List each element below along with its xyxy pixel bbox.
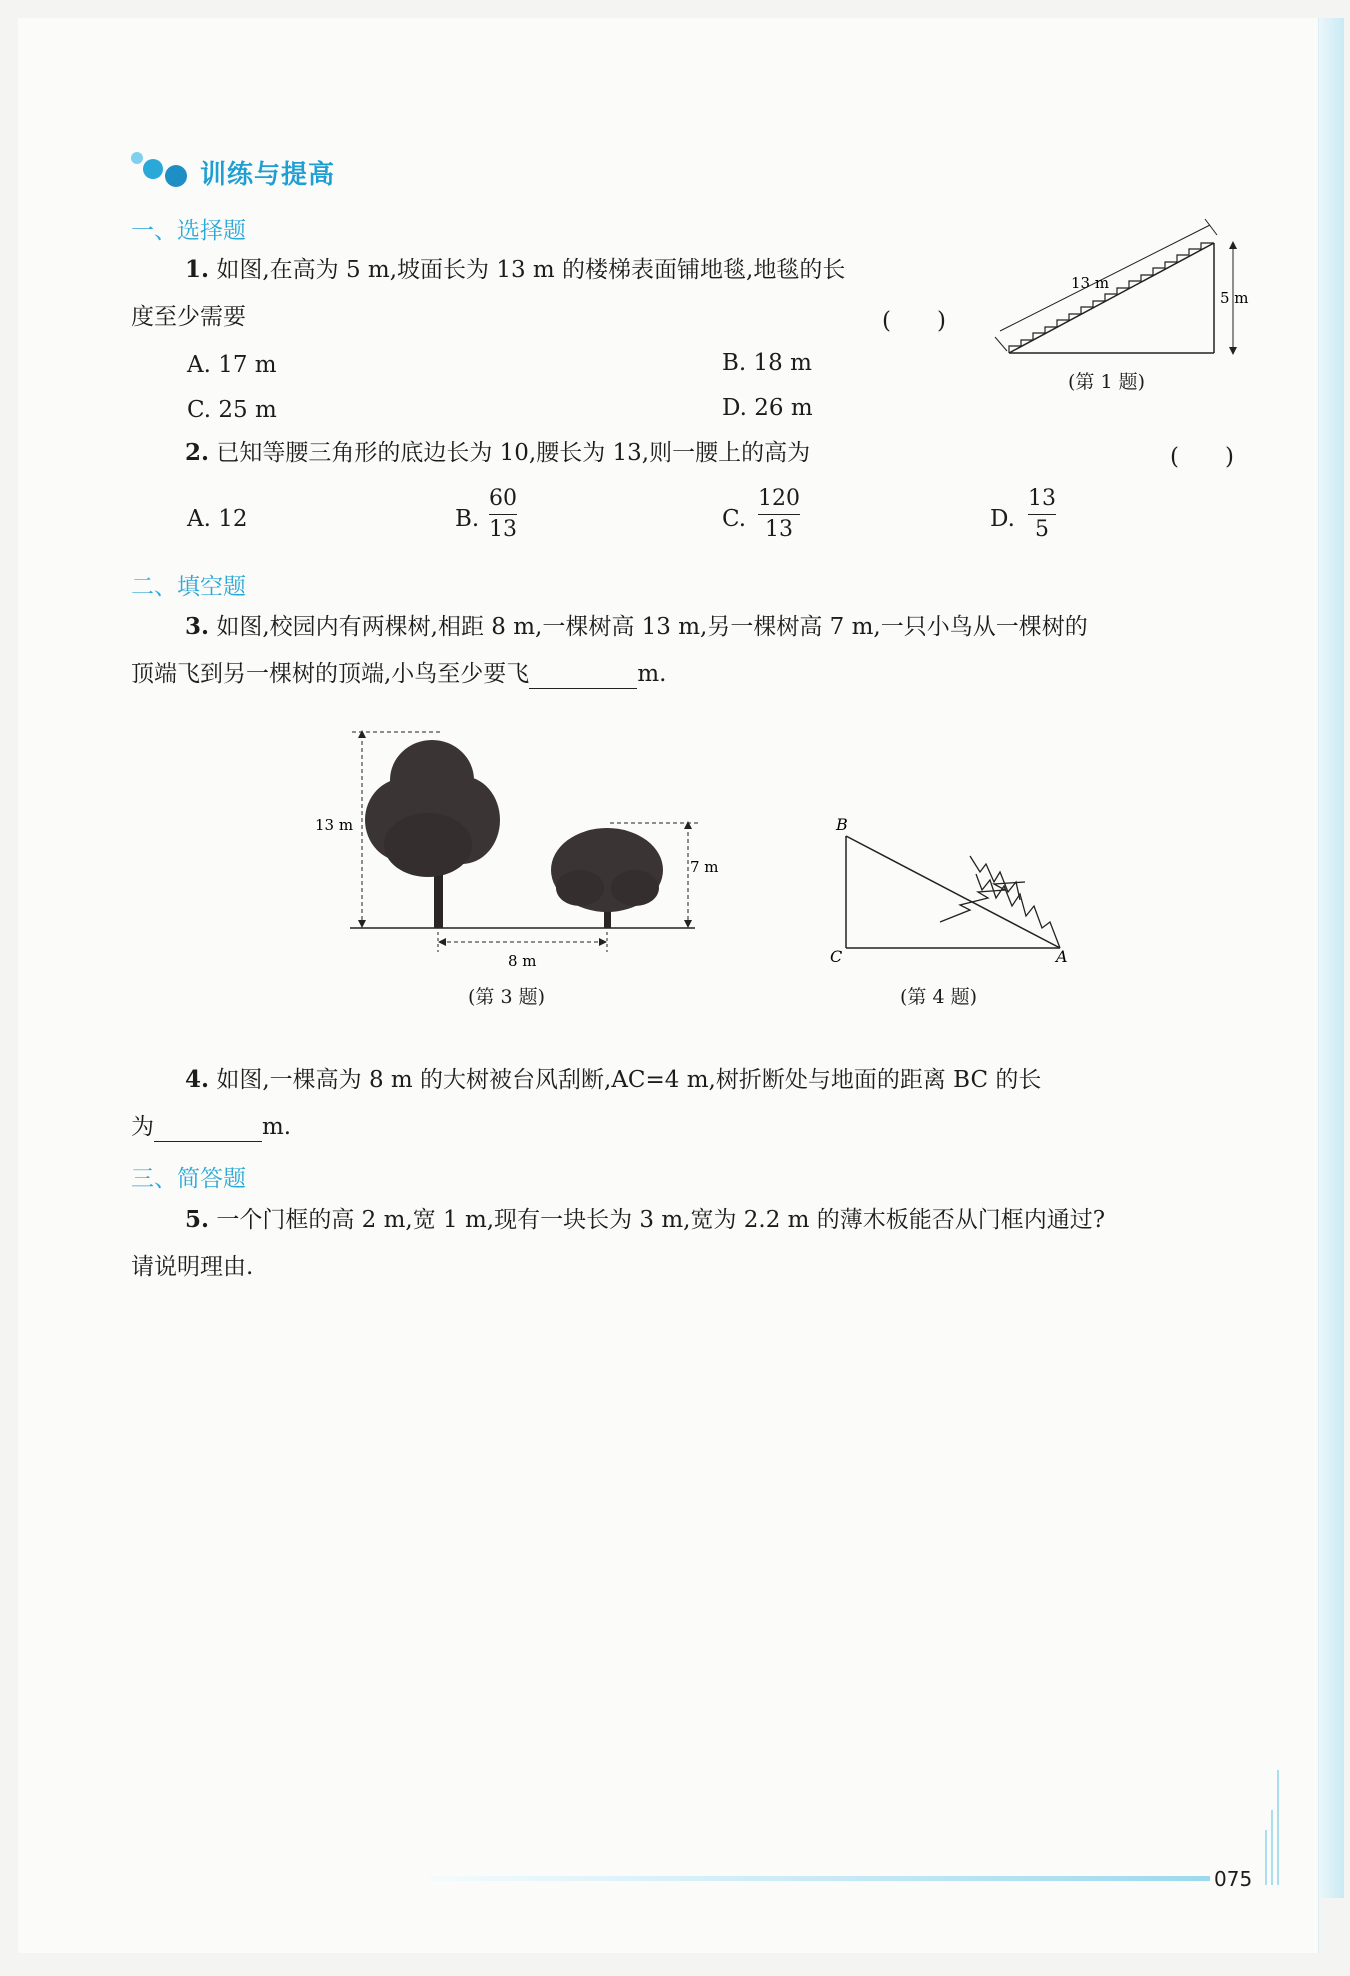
- fig3-gap-label: 8 m: [508, 952, 537, 970]
- q2-d-numerator: 13: [1028, 486, 1056, 511]
- fig3-tall-label: 13 m: [315, 816, 354, 834]
- q2-number: 2.: [185, 439, 210, 466]
- q2-option-c-label: C.: [722, 506, 747, 532]
- q1-option-a: A. 17 m: [187, 352, 277, 378]
- section-title-short-answer: 三、简答题: [131, 1166, 246, 1192]
- q2-c-denominator: 13: [765, 517, 793, 542]
- fig1-caption: (第 1 题): [1068, 371, 1145, 393]
- q3-text-1: 如图,校园内有两棵树,相距 8 m,一棵树高 13 m,另一棵树高 7 m,一只小鸟从一棵树的: [216, 614, 1088, 640]
- q2-d-denominator: 5: [1035, 517, 1049, 542]
- q1-option-b: B. 18 m: [722, 350, 812, 376]
- q4-unit: m.: [262, 1114, 292, 1140]
- q4-line1: [185, 1065, 1041, 1095]
- q2-option-d-label: D.: [990, 506, 1015, 532]
- q1-line1: [185, 255, 845, 285]
- q3-number: 3.: [185, 613, 210, 640]
- bubbles-icon: [130, 150, 196, 194]
- q3-line1: [185, 612, 1088, 642]
- q2-option-b-label: B.: [455, 506, 480, 532]
- fig3-short-label: 7 m: [690, 858, 719, 876]
- section-title-fill: 二、填空题: [131, 574, 246, 600]
- q2-option-a: A. 12: [187, 506, 248, 532]
- q3-text-2: 顶端飞到另一棵树的顶端,小鸟至少要飞: [131, 661, 530, 687]
- q2-option-c-fraction: [758, 486, 800, 543]
- q5-number: 5.: [185, 1206, 210, 1233]
- q2-line: [185, 438, 810, 468]
- q1-number: 1.: [185, 256, 210, 283]
- q4-text-2: 为: [131, 1114, 154, 1140]
- short-tree-icon: [551, 828, 663, 928]
- q2-b-numerator: 60: [489, 486, 517, 511]
- q4-line2: [131, 1112, 291, 1142]
- q1-option-c: C. 25 m: [187, 397, 277, 423]
- q5-line1: [185, 1205, 1105, 1235]
- footer-line: [430, 1876, 1210, 1881]
- section-title-choice: 一、选择题: [131, 218, 246, 244]
- q2-c-numerator: 120: [758, 486, 800, 511]
- figure-3-trees: [310, 720, 719, 970]
- q4-text-1: 如图,一棵高为 8 m 的大树被台风刮断,AC=4 m,树折断处与地面的距离 BC 的长: [216, 1067, 1042, 1093]
- q1-option-d: D. 26 m: [722, 395, 813, 421]
- q4-answer-blank[interactable]: [154, 1117, 262, 1142]
- q1-text-1: 如图,在高为 5 m,坡面长为 13 m 的楼梯表面铺地毯,地毯的长: [216, 257, 846, 283]
- q1-line2: 度至少需要: [131, 304, 246, 330]
- q3-unit: m.: [637, 661, 667, 687]
- fig4-label-b: B: [836, 815, 848, 834]
- q3-line2: [131, 659, 666, 689]
- footer-stripes-decoration: [1262, 1760, 1284, 1890]
- q2-option-b-fraction: [489, 486, 517, 543]
- tall-tree-icon: [365, 740, 500, 928]
- q2-option-d-fraction: [1028, 486, 1056, 543]
- q4-number: 4.: [185, 1066, 210, 1093]
- fig1-slope-label: 13 m: [1071, 274, 1110, 292]
- header-title: 训练与提高: [200, 160, 336, 190]
- figure-4-triangle: [820, 810, 1080, 970]
- q5-line2: 请说明理由.: [131, 1254, 254, 1280]
- q2-answer-paren: ( ): [1170, 444, 1234, 470]
- fig4-label-c: C: [830, 947, 843, 966]
- q1-answer-paren: ( ): [882, 308, 946, 334]
- q3-answer-blank[interactable]: [529, 664, 637, 689]
- q2-text: 已知等腰三角形的底边长为 10,腰长为 13,则一腰上的高为: [216, 440, 811, 466]
- page-number: 075: [1214, 1867, 1253, 1891]
- q2-b-denominator: 13: [489, 517, 517, 542]
- q5-text-1: 一个门框的高 2 m,宽 1 m,现有一块长为 3 m,宽为 2.2 m 的薄木板能否从门框内通过?: [216, 1207, 1106, 1233]
- fig3-caption: (第 3 题): [468, 986, 545, 1008]
- fig4-label-a: A: [1056, 947, 1068, 966]
- page-edge-decoration: [1320, 18, 1344, 1898]
- fig4-caption: (第 4 题): [900, 986, 977, 1008]
- fig1-height-label: 5 m: [1220, 289, 1249, 307]
- section-header: [130, 150, 336, 194]
